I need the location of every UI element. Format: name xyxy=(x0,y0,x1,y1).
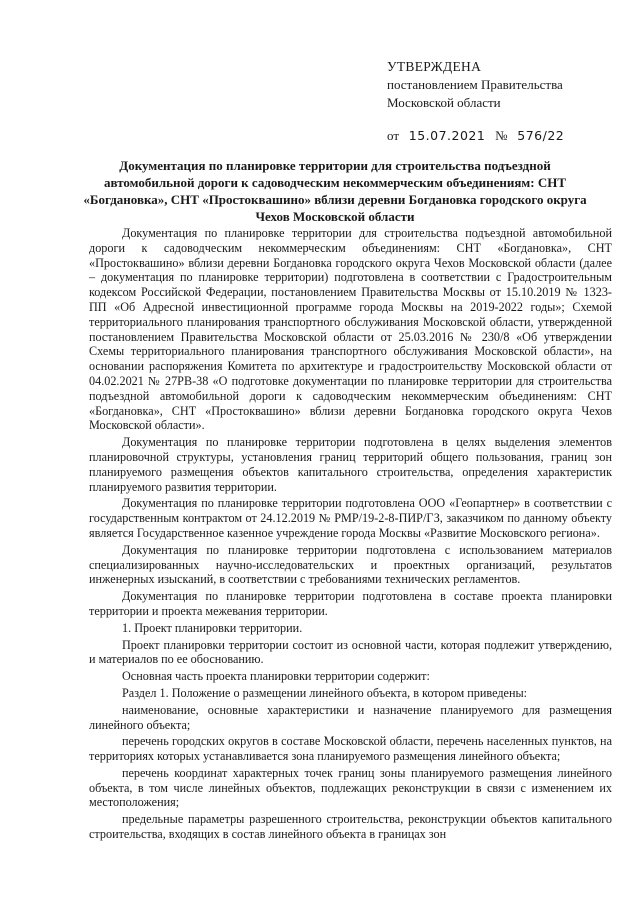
date-prefix: от xyxy=(387,128,400,143)
paragraph: Документация по планировке территории подготовлена в целях выделения элементов планировочной структуры, установления границ территорий общего пользования, границ зон планируемого размещения объектов капитального строительства, определения характеристик планируемого развития территории. xyxy=(89,435,612,494)
decree-date: 15.07.2021 xyxy=(408,128,486,143)
paragraph: Документация по планировке территории подготовлена ООО «Геопартнер» в соответствии с государственным контрактом от 24.12.2019 № РМР/19-2-8-ПИР/ГЗ, заказчиком по данному объекту является Государственное казенное учреждение города Москвы «Развитие Московского региона». xyxy=(89,496,612,540)
approved-heading: УТВЕРЖДЕНА xyxy=(387,59,482,74)
paragraph: Проект планировки территории состоит из основной части, которая подлежит утверждению, и материалов по ее обоснованию. xyxy=(89,637,612,667)
approval-stamp xyxy=(387,58,563,112)
paragraph: перечень городских округов в составе Московской области, перечень населенных пунктов, на территориях которых устанавливается зона планируемого размещения линейного объекта; xyxy=(89,734,612,764)
approved-by-line-2: Московской области xyxy=(387,95,501,110)
decree-number: 576/22 xyxy=(517,128,565,143)
number-prefix: № xyxy=(495,128,508,143)
approved-by-line-1: постановлением Правительства xyxy=(387,77,563,92)
paragraph: Документация по планировке территории подготовлена с использованием материалов специализированных научно-исследовательских и проектных организаций, результатов инженерных изысканий, в соответствии с требованиями технических регламентов. xyxy=(89,542,612,587)
paragraph: перечень координат характерных точек границ зоны планируемого размещения линейного объекта, в том числе линейных объектов, подлежащих реконструкции в связи с изменением их местоположения; xyxy=(89,765,612,810)
paragraph: 1. Проект планировки территории. xyxy=(122,620,303,635)
paragraph: наименование, основные характеристики и назначение планируемого для размещения линейного объекта; xyxy=(89,702,612,732)
paragraph: Документация по планировке территории подготовлена в составе проекта планировки территории и проекта межевания территории. xyxy=(89,589,612,618)
paragraph: предельные параметры разрешенного строительства, реконструкции объектов капитального строительства, входящих в состав линейного объекта в границах зон xyxy=(89,812,612,842)
paragraph: Документация по планировке территории для строительства подъездной автомобильной дороги к садоводческим некоммерческим объединениям: СНТ «Богдановка», СНТ «Простоквашино» вблизи деревни Богдановка городского округа Чехов Московской области (далее – документация по планировке территории) подготовлена в соответствии с Градостроительным кодексом Российской Федерации, постановлением Правительства Москвы от 15.10.2019 № 1323-ПП «Об Адресной инвестиционной программе города Москвы на 2019-2022 годы»; Схемой территориального планирования транспортного обслуживания Московской области, утвержденной постановлением Правительства Московской области от 25.03.2016 № 230/8 «Об утверждении Схемы территориального планирования транспортного обслуживания Московской области», на основании распоряжения Комитета по архитектуре и градостроительству Московской области от 04.02.2021 № 27РВ-38 «О подготовке документации по планировке территории для строительства подъездной автомобильной дороги к садоводческим некоммерческим объединениям: СНТ «Богдановка», СНТ «Простоквашино» вблизи деревни Богдановка городского округа Чехов Московской области». xyxy=(89,226,612,433)
document-body xyxy=(89,226,612,844)
decree-date-number xyxy=(387,128,564,144)
paragraph: Основная часть проекта планировки территории содержит: xyxy=(122,669,430,684)
document-title: Документация по планировке территории для строительства подъездной автомобильной дороги к садоводческим некоммерческим объединениям: СНТ «Богдановка», СНТ «Простоквашино» вблизи деревни Богдановка городского округа Чехов Московской области xyxy=(83,158,587,224)
paragraph: Раздел 1. Положение о размещении линейного объекта, в котором приведены: xyxy=(122,685,528,700)
